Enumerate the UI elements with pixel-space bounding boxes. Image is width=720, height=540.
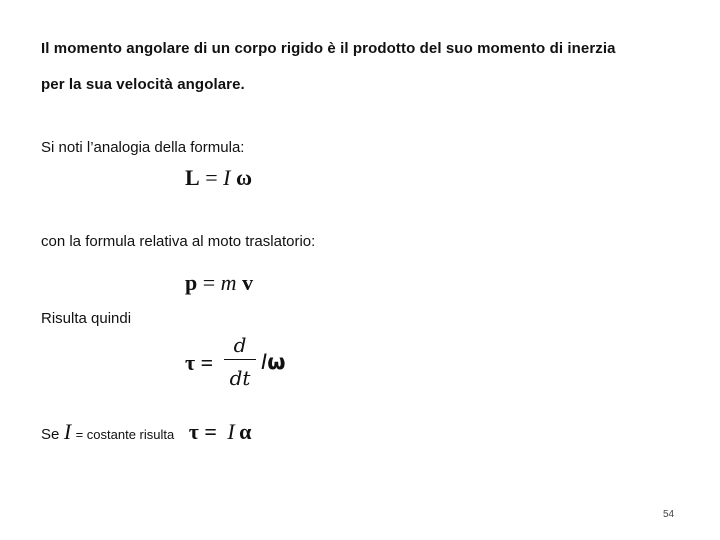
formula-p-velocity: v (236, 270, 254, 295)
formula-p-symbol: p (185, 270, 198, 295)
constant-line (41, 419, 251, 445)
fraction-d: d (233, 333, 247, 357)
analogy-text: Si noti l’analogia della formula: (41, 139, 245, 156)
formula-tau-rhs (261, 350, 285, 374)
intro-line-1: Il momento angolare di un corpo rigido è il prodotto del suo momento di inerzia (41, 40, 616, 57)
formula-tau-lhs: τ = (185, 350, 214, 375)
formula-angular-momentum (185, 165, 252, 191)
formula-p-equals: = (197, 270, 221, 295)
constant-text: = costante risulta (75, 427, 175, 442)
fraction-bar (224, 359, 256, 360)
constant-alpha: α (239, 419, 252, 444)
constant-se: Se (41, 426, 60, 443)
formula-L-inertia: I (223, 165, 231, 190)
intro-line-2: per la sua velocità angolare. (41, 76, 245, 93)
formula-tau-inertia: I (261, 350, 268, 374)
formula-L-equals: = (199, 165, 224, 190)
formula-tau-omega: ω (267, 350, 286, 374)
formula-L-symbol: L (185, 165, 200, 190)
constant-tau: τ = (188, 419, 217, 444)
fraction-dt: dt (229, 366, 251, 390)
fraction-denominator (220, 366, 260, 390)
formula-linear-momentum (185, 270, 253, 296)
constant-inertia-2: I (227, 419, 235, 444)
formula-L-omega: ω (230, 165, 253, 190)
formula-p-mass: m (220, 270, 237, 295)
page-number: 54 (663, 509, 675, 520)
result-text: Risulta quindi (41, 310, 132, 327)
constant-inertia: I (63, 419, 72, 444)
fraction-numerator (220, 333, 260, 357)
linear-text: con la formula relativa al moto traslatorio: (41, 233, 316, 250)
